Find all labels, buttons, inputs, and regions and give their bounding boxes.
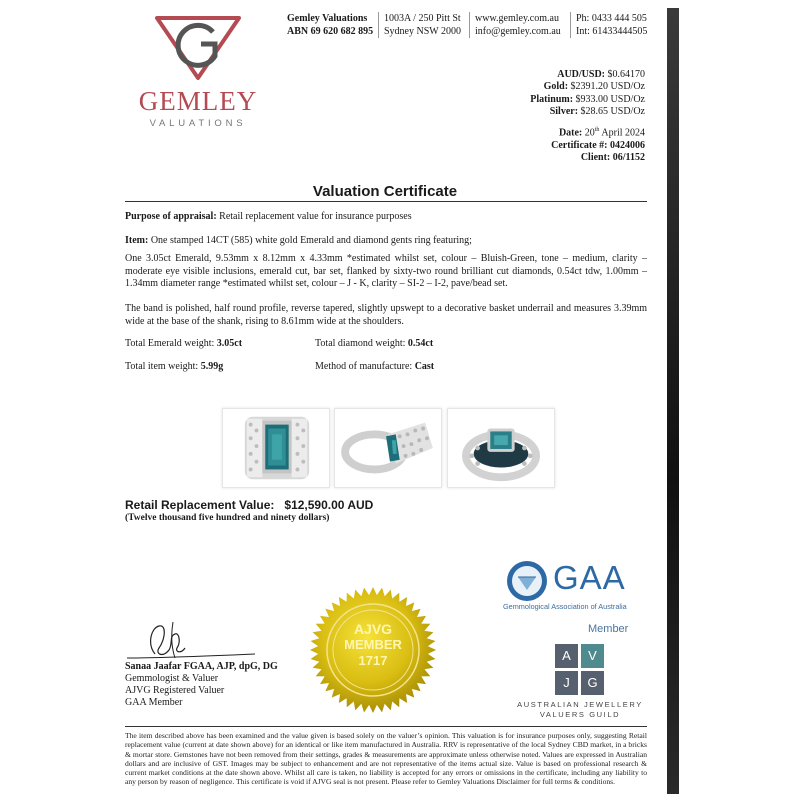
ajvg-name-line-1: AUSTRALIAN JEWELLERY: [517, 700, 643, 709]
client-label: Client:: [580, 152, 611, 164]
seal-line-2: MEMBER: [344, 637, 402, 652]
date-month-year: April 2024: [601, 127, 645, 139]
header-company-block: [287, 12, 373, 38]
diamond-weight: [315, 338, 433, 349]
ajvg-letter-a: A: [555, 644, 578, 668]
diamond-weight-value: 0.54ct: [407, 338, 434, 349]
retail-value-label: Retail Replacement Value:: [125, 498, 275, 512]
header-divider: [378, 12, 379, 38]
email-link[interactable]: info@gemley.com.au: [475, 26, 561, 37]
emerald-weight: [125, 338, 242, 349]
cert-number: 0424006: [610, 139, 645, 151]
emerald-weight-value: 3.05ct: [216, 338, 243, 349]
logo-wordmark: GEMLEY: [138, 86, 258, 116]
header-divider: [469, 12, 470, 38]
metal-rates: [530, 69, 645, 119]
header-web-block: [475, 12, 561, 38]
address-line-2: Sydney NSW 2000: [384, 26, 462, 37]
certificate-meta: [551, 124, 645, 165]
ring-photo-top: [222, 408, 330, 488]
signer-role-1: Gemmologist & Valuer: [125, 673, 219, 684]
purpose-text: Retail replacement value for insurance purposes: [219, 211, 412, 222]
ajvg-letter-v: V: [581, 644, 604, 668]
website-link[interactable]: www.gemley.com.au: [475, 13, 559, 24]
item-label: Item:: [125, 235, 149, 246]
ajvg-letter-j: J: [555, 671, 578, 695]
intl-number: Int: 61433444505: [576, 26, 648, 37]
purpose-line: [125, 211, 647, 224]
ajvg-logo: [555, 644, 605, 696]
phone-number: Ph: 0433 444 505: [576, 13, 647, 24]
gold-value: $2391.20 USD/Oz: [570, 81, 645, 93]
silver-value: $28.65 USD/Oz: [580, 106, 645, 118]
ajvg-gold-seal: [308, 585, 438, 715]
signer-role-2: AJVG Registered Valuer: [125, 685, 225, 696]
manufacture-value: Cast: [414, 361, 435, 372]
retail-value-words: (Twelve thousand five hundred and ninety dollars): [125, 513, 330, 523]
ring-photo-side: [334, 408, 442, 488]
manufacture-method: [315, 361, 434, 372]
ajvg-name-line-2: VALUERS GUILD: [539, 710, 621, 719]
emerald-weight-label: Total Emerald weight:: [125, 338, 215, 349]
retail-value-amount: $12,590.00 AUD: [284, 498, 374, 512]
manufacture-label: Method of manufacture:: [315, 361, 413, 372]
page-edge-bar: [667, 8, 679, 794]
platinum-label: Platinum:: [530, 93, 574, 105]
footer-rule: [125, 726, 647, 727]
seal-line-1: AJVG: [353, 621, 393, 637]
disclaimer: The item described above has been examined and the value given is based solely on the valuer’s opinion. This valuation is for insurance purposes only, suggesting Retail replacement value (current at date shown above) for an identical or like item manufactured in Australia. RRV is representative of the local Sydney CBD market, in a bricks & mortar store. Gemstones have not been removed from their settings, grades & measurements are approximate unless otherwise noted. Values are expressed in Australian dollars and are inclusive of GST. Images may be subject to enhancement and are not representative of the items actual size. Value is based on professional research & current market conditions at the date shown above. Whilst all care is taken, no liability is accepted for any errors or omissions in the certificate, including any liability to any person by reason of negligence. This certificate is void if AJVG seal is not present. Please refer to Gemley Valuations Disclaimer for full terms & conditions.: [125, 731, 647, 787]
header-address-block: [384, 12, 461, 38]
page-title: Valuation Certificate: [312, 183, 458, 200]
signer-name: Sanaa Jaafar FGAA, AJP, dpG, DG: [125, 661, 278, 672]
item-weight: [125, 361, 223, 372]
gaa-globe-icon: [505, 559, 549, 603]
address-line-1: 1003A / 250 Pitt St: [384, 13, 461, 24]
diamond-weight-label: Total diamond weight:: [315, 338, 406, 349]
item-line: [125, 235, 647, 248]
valuer-signature: [125, 614, 260, 666]
client-number: 06/1152: [612, 152, 645, 164]
item-weight-label: Total item weight:: [125, 361, 199, 372]
signer-role-3: GAA Member: [125, 697, 183, 708]
signer-block: [125, 661, 278, 709]
gaa-logo: [503, 557, 643, 617]
date-suffix: th: [594, 127, 600, 133]
stone-description: One 3.05ct Emerald, 9.53mm x 8.12mm x 4.33mm *estimated whilst set, colour – Bluish-Green, tone – medium, clarity – moderate eye visible inclusions, emerald cut, bar set, flanked by sixty-two round brilliant cut diamonds, 0.54ct tdw, 1.00mm – 1.34mm diameter range *estimated whilst set, colour – J - K, clarity – SI-2 – I-2, pave/bead set.: [125, 253, 647, 290]
gemley-logo: [128, 16, 268, 134]
gaa-letters: GAA: [553, 559, 626, 596]
band-description: The band is polished, half round profile, reverse tapered, slightly upswept to a decorative basket underrail and measures 3.39mm wide at the base of the shank, rising to 8.61mm wide at the shoulders.: [125, 303, 647, 327]
gaa-full-name: Gemmological Association of Australia: [503, 602, 627, 611]
purpose-label: Purpose of appraisal:: [125, 211, 217, 222]
ring-photo-front: [447, 408, 555, 488]
gem-icon: [155, 16, 241, 80]
logo-subtitle: VALUATIONS: [149, 118, 247, 129]
header-phone-block: [576, 12, 647, 38]
header-divider: [570, 12, 571, 38]
title-rule: [125, 201, 647, 202]
company-name: Gemley Valuations: [287, 13, 368, 24]
silver-label: Silver:: [549, 106, 579, 118]
gold-label: Gold:: [543, 81, 569, 93]
date-day: 20: [584, 127, 595, 139]
audusd-value: $0.64170: [607, 69, 645, 80]
date-label: Date:: [558, 127, 583, 139]
seal-line-3: 1717: [358, 653, 388, 668]
ajvg-letter-g: G: [581, 671, 604, 695]
gaa-member-label: Member: [588, 623, 629, 635]
item-weight-value: 5.99g: [200, 361, 224, 372]
audusd-label: AUD/USD:: [557, 69, 605, 80]
platinum-value: $933.00 USD/Oz: [575, 93, 645, 105]
company-abn: ABN 69 620 682 895: [287, 26, 374, 37]
retail-value: [125, 498, 373, 512]
cert-number-label: Certificate #:: [551, 139, 608, 151]
item-text: One stamped 14CT (585) white gold Emerald and diamond gents ring featuring;: [150, 235, 472, 246]
